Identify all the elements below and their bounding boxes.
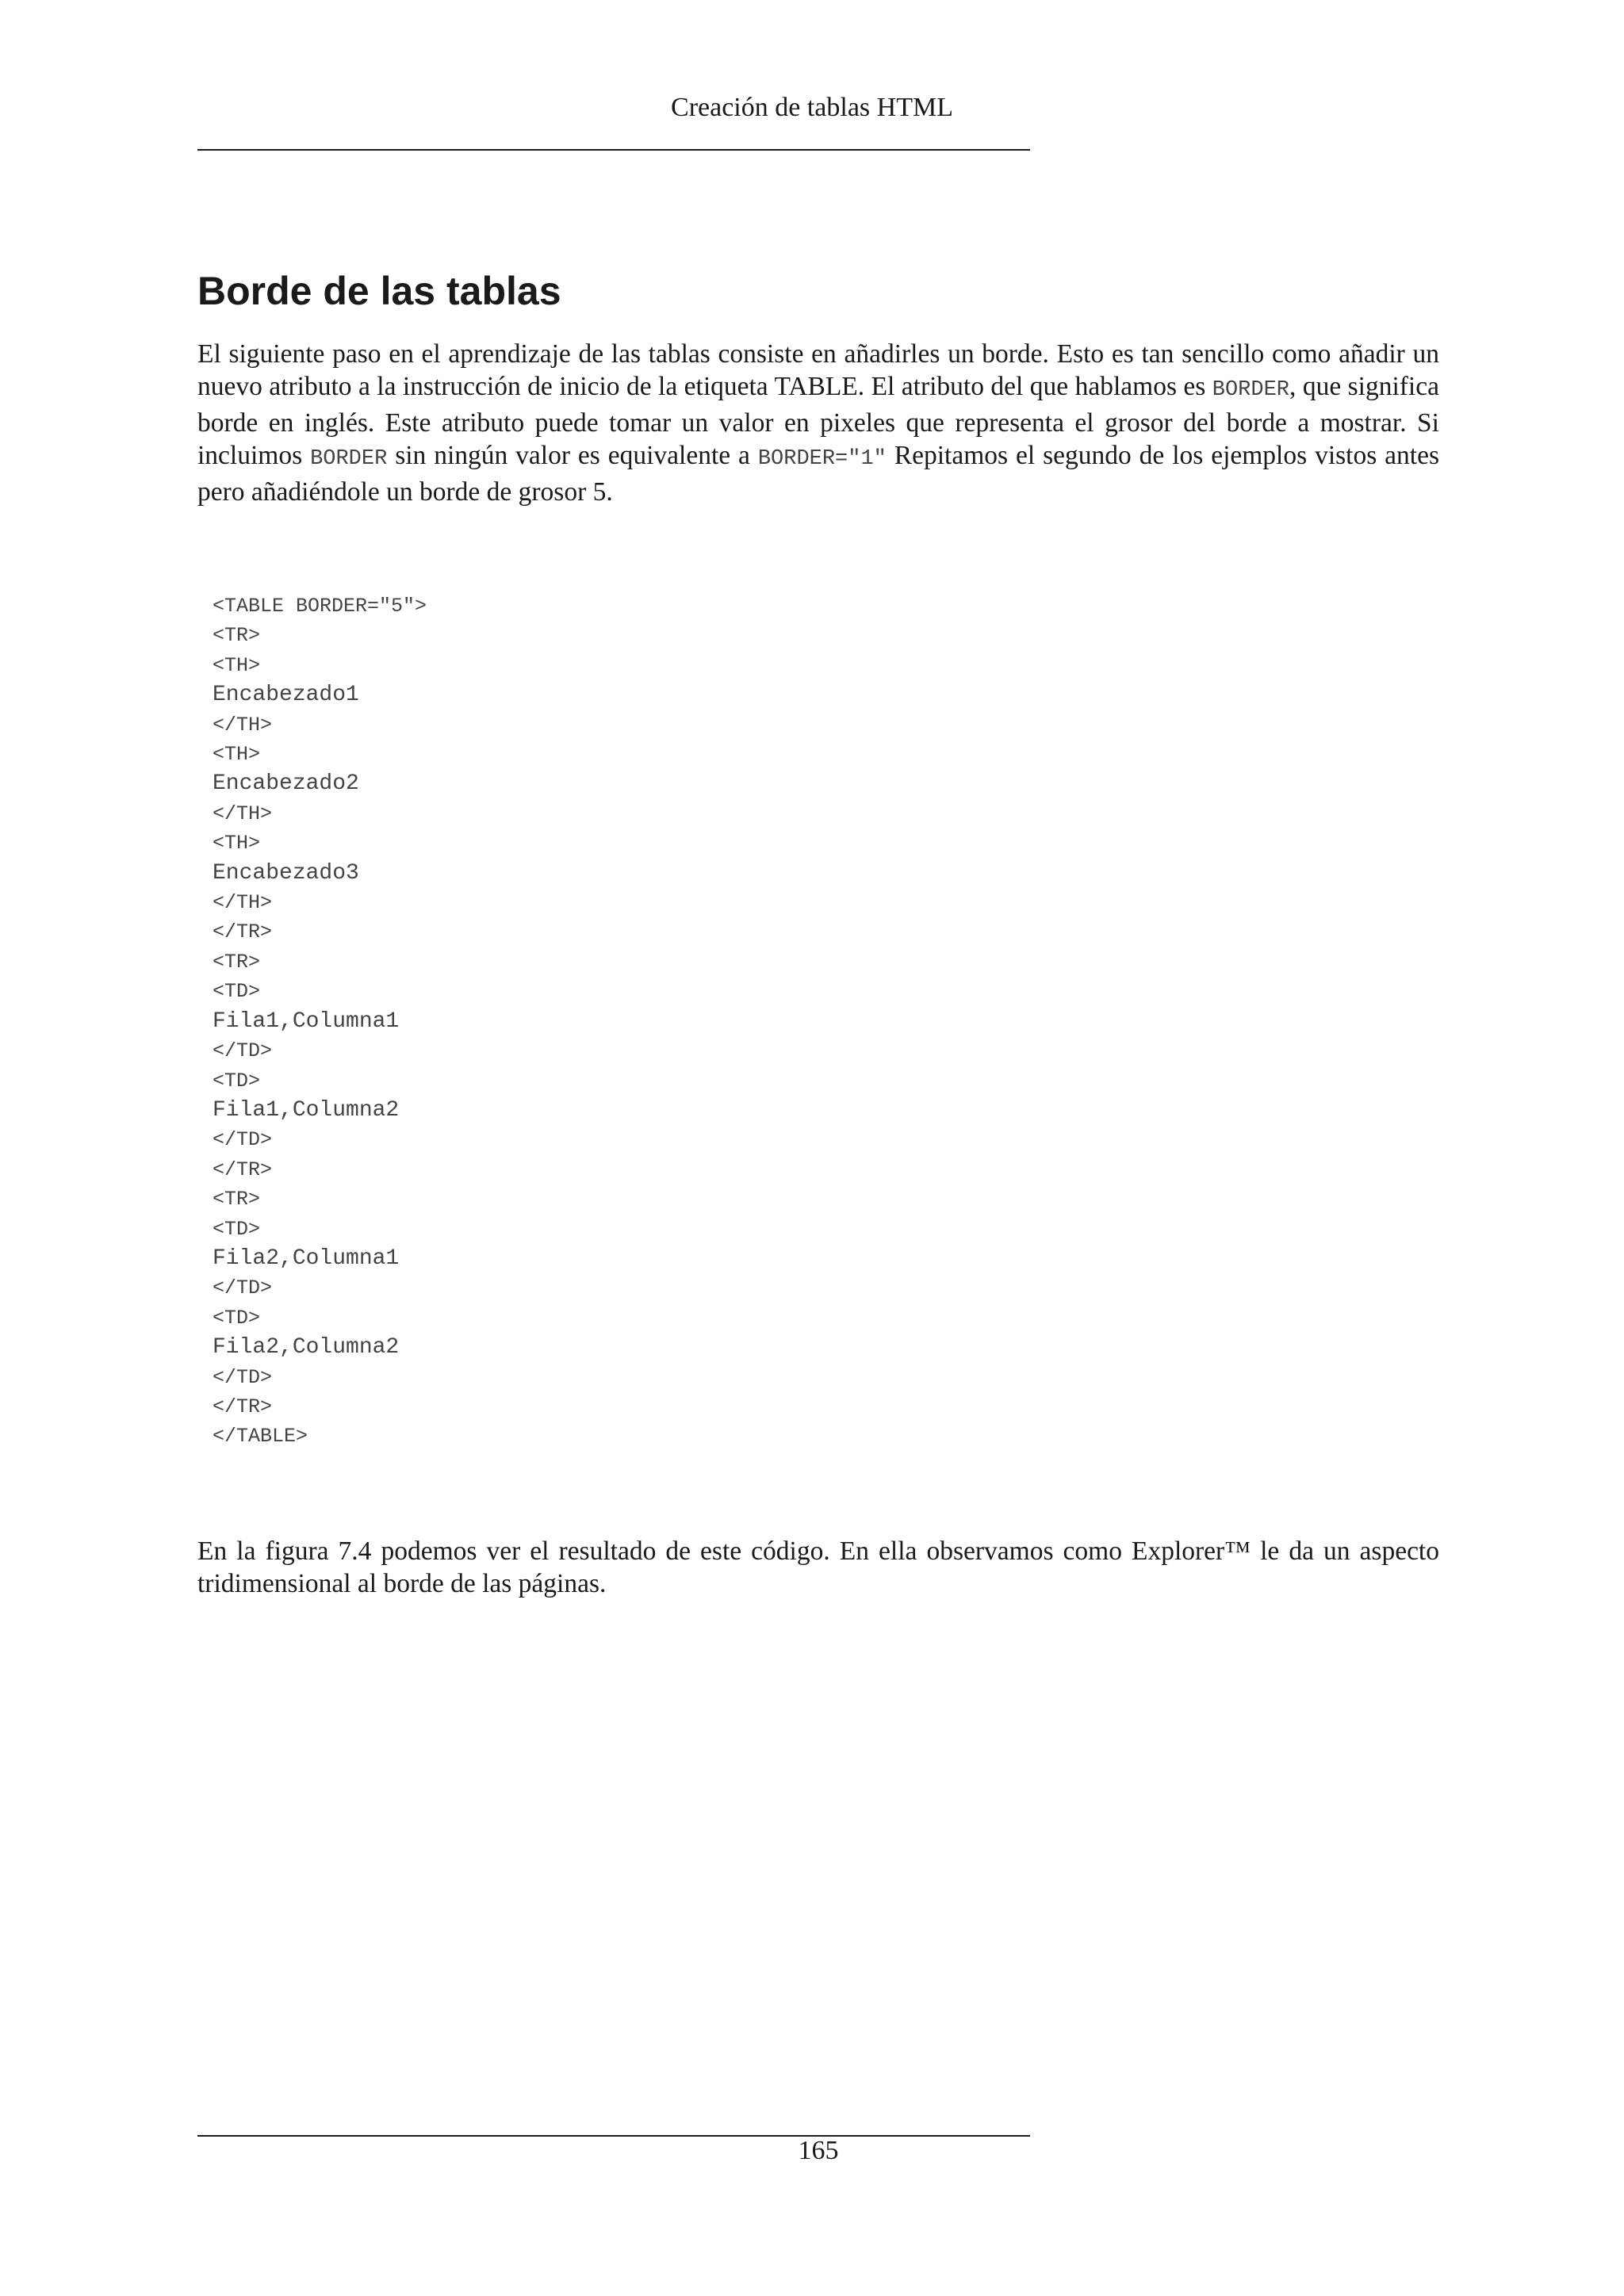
code-line: </TR> — [213, 920, 273, 944]
page-number: 165 — [798, 2136, 839, 2165]
code-line: <TR> — [213, 624, 261, 648]
code-line: Encabezado1 — [213, 683, 359, 708]
code-line: <TD> — [213, 1217, 261, 1241]
intro-text-1: El siguiente paso en el aprendizaje de las tablas consiste en añadirles un borde. Esto es tan sencillo como añadir un nuevo atributo a la instrucción de inicio de la etiqueta TABLE. El atributo del que hablamos es — [197, 339, 1439, 401]
code-line: <TABLE BORDER="5"> — [213, 595, 427, 618]
intro-text-4: Repitamos el segundo de los ejemplos vistos antes pero añadiéndole un borde de grosor 5. — [197, 441, 1439, 507]
code-line: </TD> — [213, 1365, 273, 1389]
running-header: Creación de tablas HTML — [671, 93, 953, 122]
code-line: </TR> — [213, 1158, 273, 1181]
code-line: <TH> — [213, 653, 261, 677]
code-line: Encabezado3 — [213, 860, 359, 886]
code-line: Fila2,Columna2 — [213, 1335, 400, 1360]
intro-text-2: , que significa borde en inglés. Este atributo puede tomar un valor en pixeles que representa el grosor del borde a mostrar. Si incluimos — [197, 372, 1439, 470]
code-line: <TR> — [213, 1188, 261, 1211]
code-line: </TABLE> — [213, 1425, 308, 1448]
code-line: Fila1,Columna1 — [213, 1008, 400, 1034]
code-line: </TH> — [213, 802, 273, 825]
code-line: </TD> — [213, 1039, 273, 1063]
code-line: <TD> — [213, 980, 261, 1004]
code-line: </TD> — [213, 1276, 273, 1300]
code-listing — [213, 591, 427, 1452]
result-paragraph: En la figura 7.4 podemos ver el resultado de este código. En ella observamos como Explorer™ le da un aspecto tridimensional al borde de las páginas. — [197, 1536, 1439, 1598]
intro-text-3: sin ningún valor es equivalente a — [387, 441, 758, 470]
inline-code-border: BORDER — [1212, 378, 1289, 402]
code-line: <TD> — [213, 1069, 261, 1093]
inline-code-border-1: BORDER="1" — [757, 447, 887, 471]
section-title: Borde de las tablas — [197, 269, 561, 313]
code-line: <TR> — [213, 950, 261, 974]
header-rule — [197, 149, 1030, 151]
intro-paragraph — [197, 338, 1439, 508]
inline-code-border-2: BORDER — [310, 447, 388, 471]
code-line: </TH> — [213, 713, 273, 737]
code-line: </TH> — [213, 891, 273, 915]
code-line: </TD> — [213, 1128, 273, 1152]
code-line: <TH> — [213, 743, 261, 767]
code-line: Fila2,Columna1 — [213, 1246, 400, 1271]
code-line: </TR> — [213, 1395, 273, 1418]
code-line: Encabezado2 — [213, 771, 359, 797]
code-line: <TH> — [213, 832, 261, 855]
code-line: <TD> — [213, 1306, 261, 1330]
code-line: Fila1,Columna2 — [213, 1097, 400, 1123]
